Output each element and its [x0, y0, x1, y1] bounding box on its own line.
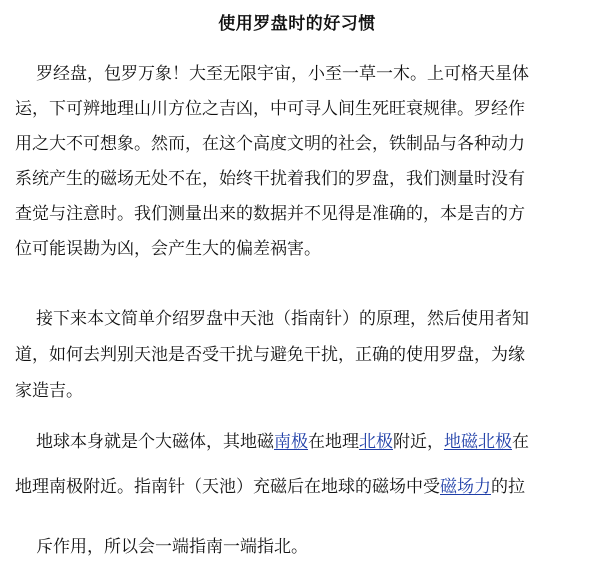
link-south-pole[interactable]: 南极: [274, 432, 308, 452]
link-geomagnetic-north-pole[interactable]: 地磁北极: [444, 432, 512, 452]
paragraph-3-line-1: [36, 430, 529, 454]
paragraph-1-line-2: 运，下可辨地理山川方位之吉凶，中可寻人间生死旺衰规律。罗经作: [15, 99, 525, 119]
paragraph-2-line-3: 家造吉。: [15, 381, 83, 401]
paragraph-2-line-2: 道，如何去判别天池是否受干扰与避免干扰，正确的使用罗盘，为缘: [15, 345, 525, 365]
paragraph-2-line-1: 接下来本文简单介绍罗盘中天池（指南针）的原理，然后使用者知: [36, 309, 529, 329]
paragraph-1-line-6: 位可能误勘为凶，会产生大的偏差祸害。: [15, 239, 321, 259]
paragraph-3-line-1-text-c: 附近，: [393, 432, 444, 452]
paragraph-3-line-2: [15, 475, 525, 499]
paragraph-1-line-5: 查觉与注意时。我们测量出来的数据并不见得是准确的，本是吉的方: [15, 204, 525, 224]
paragraph-3-line-2-text-b: 的拉: [491, 477, 525, 497]
link-magnetic-force[interactable]: 磁场力: [440, 477, 491, 497]
paragraph-3-line-3: 斥作用，所以会一端指南一端指北。: [36, 537, 308, 557]
paragraph-3-line-1-text-d: 在: [512, 432, 529, 452]
document-title: 使用罗盘时的好习惯: [218, 14, 376, 34]
paragraph-1-line-1: 罗经盘，包罗万象！大至无限宇宙，小至一草一木。上可格天星体: [36, 64, 529, 84]
link-north-pole[interactable]: 北极: [359, 432, 393, 452]
paragraph-3-line-1-text-a: 地球本身就是个大磁体，其地磁: [36, 432, 274, 452]
paragraph-3-line-2-text-a: 地理南极附近。指南针（天池）充磁后在地球的磁场中受: [15, 477, 440, 497]
paragraph-1-line-4: 系统产生的磁场无处不在，始终干扰着我们的罗盘，我们测量时没有: [15, 169, 525, 189]
paragraph-1-line-3: 用之大不可想象。然而，在这个高度文明的社会，铁制品与各种动力: [15, 134, 525, 154]
paragraph-3-line-1-text-b: 在地理: [308, 432, 359, 452]
